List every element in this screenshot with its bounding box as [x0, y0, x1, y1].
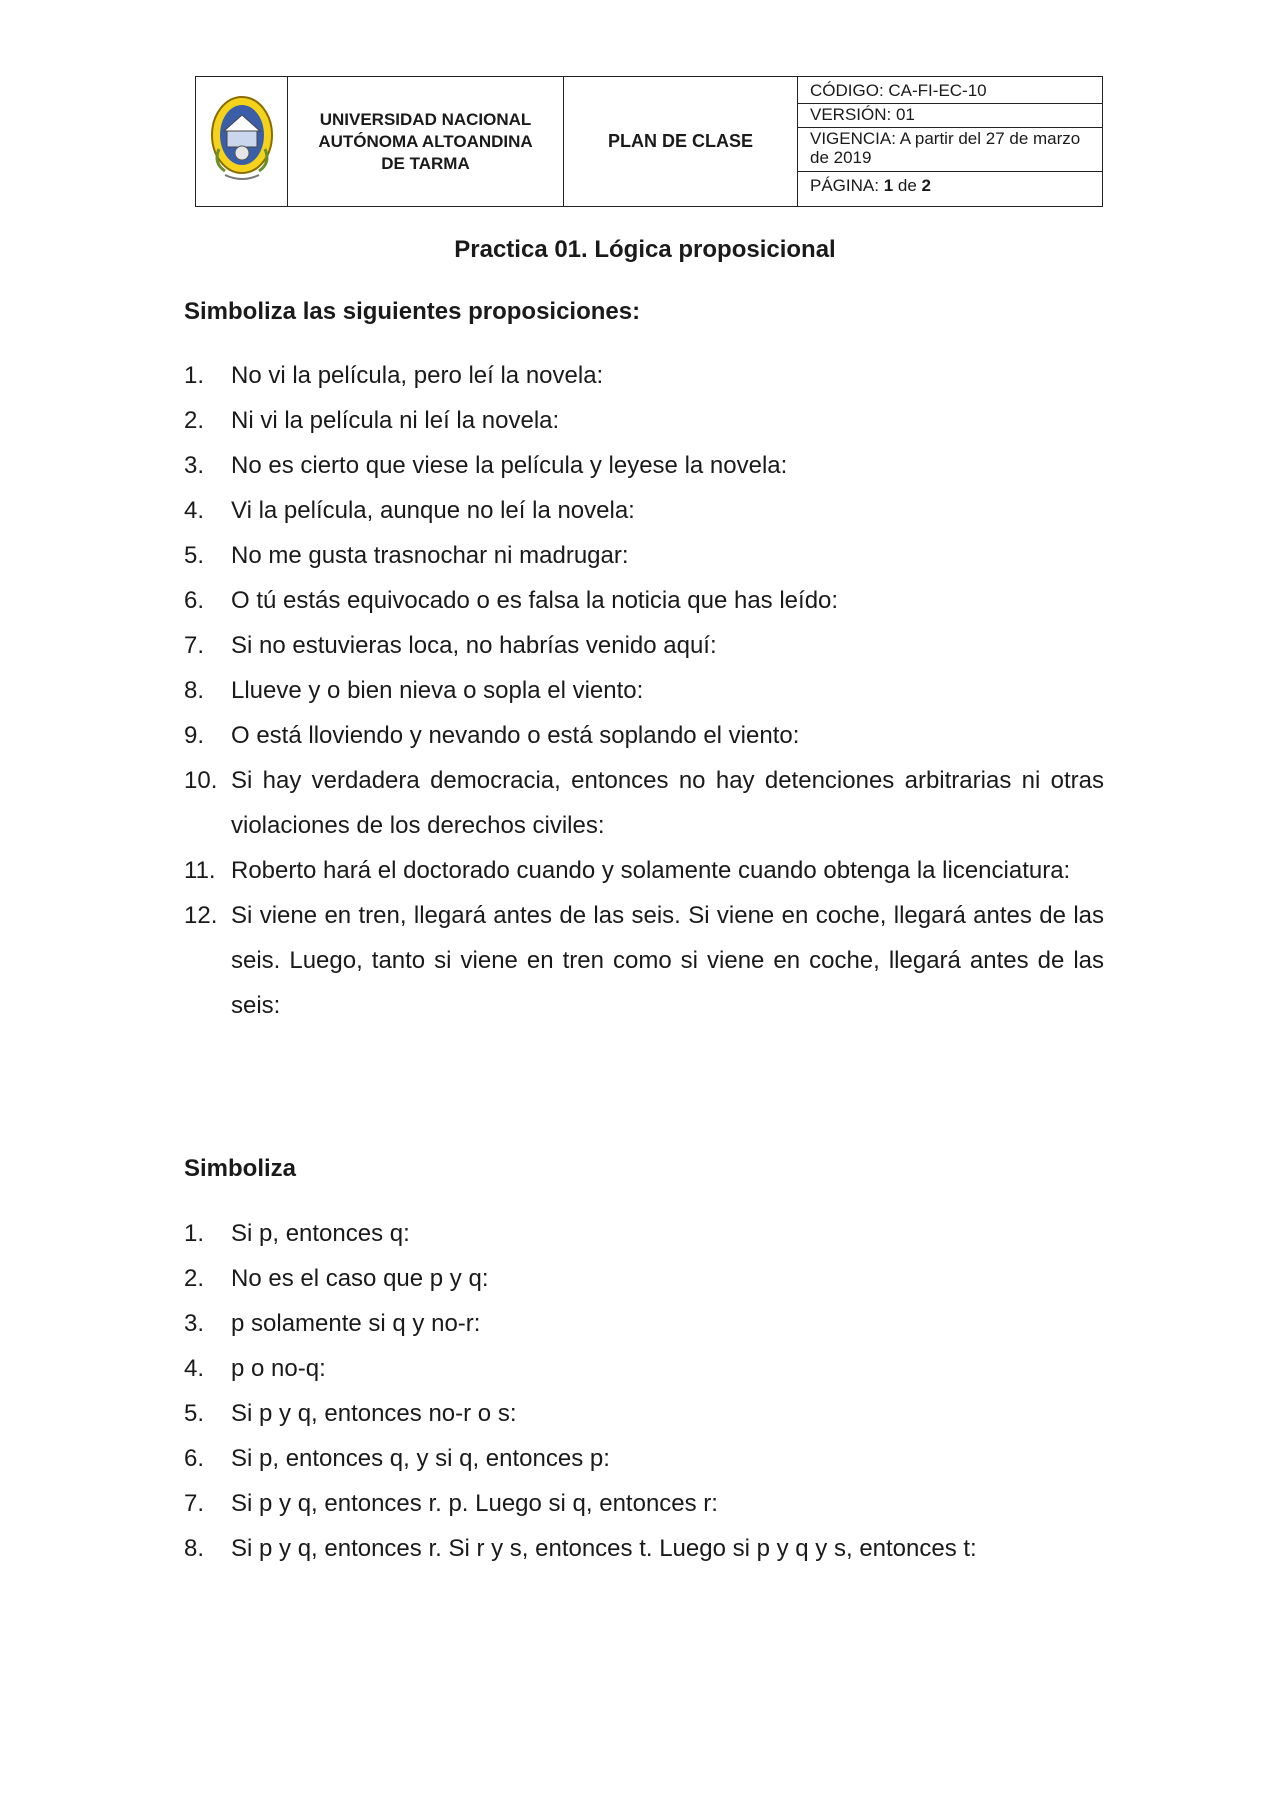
list-item: [184, 1481, 1104, 1526]
pagina-field: [798, 172, 1102, 204]
codigo-field: CÓDIGO: CA-FI-EC-10: [798, 80, 1102, 104]
university-name-line-1: UNIVERSIDAD NACIONAL: [319, 109, 532, 129]
item-number: 7.: [184, 632, 205, 659]
item-text: Si p y q, entonces no-r o s:: [231, 1400, 517, 1427]
section-2-list: [184, 1211, 1104, 1571]
item-text: No vi la película, pero leí la novela:: [231, 362, 604, 389]
list-item: [184, 1346, 1104, 1391]
section-1-list: [184, 353, 1104, 1028]
item-text: Si p, entonces q:: [231, 1220, 410, 1247]
list-item: [184, 398, 1104, 443]
pagina-de: de: [893, 175, 922, 195]
item-text: No es el caso que p y q:: [231, 1265, 489, 1292]
item-number: 2.: [184, 407, 205, 434]
item-text: O tú estás equivocado o es falsa la noticia que has leído:: [231, 587, 839, 614]
list-item: [184, 1391, 1104, 1436]
list-item: [184, 1301, 1104, 1346]
logo-cell: [196, 77, 288, 207]
item-text: Roberto hará el doctorado cuando y solamente cuando obtenga la licenciatura:: [231, 857, 1071, 884]
item-text: Llueve y o bien nieva o sopla el viento:: [231, 677, 644, 704]
item-text: Si no estuvieras loca, no habrías venido aquí:: [231, 632, 717, 659]
item-text: Ni vi la película ni leí la novela:: [231, 407, 560, 434]
vigencia-field: VIGENCIA: A partir del 27 de marzo de 2019: [798, 128, 1102, 172]
university-name-line-3: DE TARMA: [381, 153, 470, 173]
version-field: VERSIÓN: 01: [798, 104, 1102, 128]
item-number: 9.: [184, 722, 205, 749]
university-seal-icon: [207, 93, 277, 185]
list-item: [184, 1436, 1104, 1481]
university-name: [288, 77, 564, 207]
item-text: Vi la película, aunque no leí la novela:: [231, 497, 635, 524]
item-text: No es cierto que viese la película y leyese la novela:: [231, 452, 788, 479]
item-number: 4.: [184, 497, 205, 524]
section-1-heading: Simboliza las siguientes proposiciones:: [184, 298, 641, 325]
item-text: O está lloviendo y nevando o está soplando el viento:: [231, 722, 800, 749]
item-number: 7.: [184, 1490, 205, 1517]
list-item: [184, 713, 1104, 758]
pagina-label: PÁGINA:: [810, 175, 884, 195]
list-item: [184, 578, 1104, 623]
item-number: 6.: [184, 587, 205, 614]
item-text: Si viene en tren, llegará antes de las seis. Si viene en coche, llegará antes de las seis. Luego, tanto si viene en tren como si viene en coche, llegará antes de las seis:: [231, 902, 1104, 1019]
list-item: [184, 668, 1104, 713]
list-item: [184, 893, 1104, 1028]
list-item: [184, 1211, 1104, 1256]
item-text: Si p y q, entonces r. Si r y s, entonces t. Luego si p y q y s, entonces t:: [231, 1535, 977, 1562]
item-text: Si p, entonces q, y si q, entonces p:: [231, 1445, 610, 1472]
list-item: [184, 758, 1104, 848]
list-item: [184, 848, 1104, 893]
item-number: 1.: [184, 362, 205, 389]
document-title: Practica 01. Lógica proposicional: [454, 236, 836, 263]
plan-de-clase-label: PLAN DE CLASE: [564, 77, 798, 207]
item-number: 3.: [184, 1310, 205, 1337]
pagina-total: 2: [921, 175, 931, 195]
university-name-line-2: AUTÓNOMA ALTOANDINA: [318, 131, 533, 151]
document-meta: [798, 77, 1103, 207]
item-number: 12.: [184, 902, 218, 929]
section-2-heading: Simboliza: [184, 1155, 297, 1182]
document-header: [195, 76, 1103, 207]
item-text: p solamente si q y no-r:: [231, 1310, 481, 1337]
list-item: [184, 1256, 1104, 1301]
list-item: [184, 353, 1104, 398]
item-number: 2.: [184, 1265, 205, 1292]
item-text: Si hay verdadera democracia, entonces no hay detenciones arbitrarias ni otras violaciones de los derechos civiles:: [231, 767, 1104, 839]
item-number: 8.: [184, 1535, 205, 1562]
item-number: 10.: [184, 767, 218, 794]
item-text: Si p y q, entonces r. p. Luego si q, entonces r:: [231, 1490, 718, 1517]
item-number: 3.: [184, 452, 205, 479]
item-number: 1.: [184, 1220, 205, 1247]
list-item: [184, 1526, 1104, 1571]
item-number: 6.: [184, 1445, 205, 1472]
item-text: No me gusta trasnochar ni madrugar:: [231, 542, 629, 569]
item-number: 5.: [184, 1400, 205, 1427]
item-text: p o no-q:: [231, 1355, 326, 1382]
list-item: [184, 443, 1104, 488]
item-number: 4.: [184, 1355, 205, 1382]
list-item: [184, 533, 1104, 578]
list-item: [184, 623, 1104, 668]
item-number: 5.: [184, 542, 205, 569]
item-number: 11.: [184, 857, 216, 884]
pagina-number: 1: [883, 175, 894, 195]
list-item: [184, 488, 1104, 533]
item-number: 8.: [184, 677, 205, 704]
